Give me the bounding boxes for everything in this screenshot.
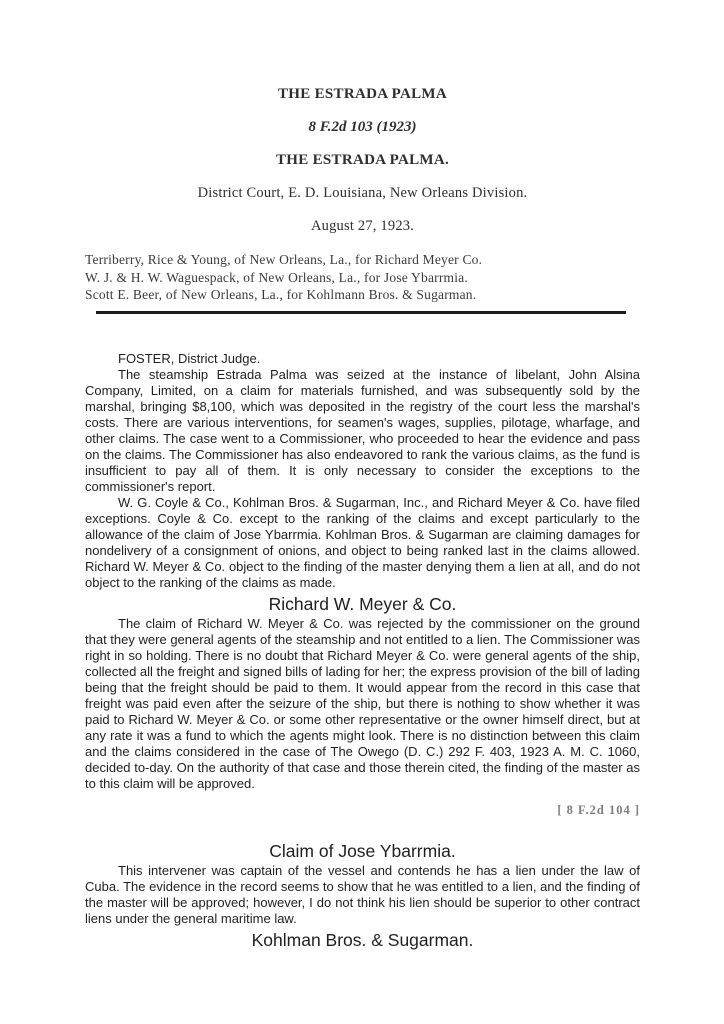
case-name-title: THE ESTRADA PALMA xyxy=(277,86,447,102)
reporter-page-marker: [ 8 F.2d 104 ] xyxy=(557,802,640,817)
case-header xyxy=(85,86,640,234)
counsel-line: Terriberry, Rice & Young, of New Orleans, La., for Richard Meyer Co. xyxy=(85,252,483,267)
section-heading-ybarrmia: Claim of Jose Ybarrmia. xyxy=(269,840,456,861)
opinion-body xyxy=(85,351,640,951)
opinion-paragraph: The claim of Richard W. Meyer & Co. was rejected by the commissioner on the ground that they were general agents of the steamship and not entitled to a lien. The Commissioner was right in so holding. There is no doubt that Richard Meyer & Co. were general agents of the ship, collected all the freight and signed bills of lading for her; the express provision of the bill of lading being that the freight should be paid to them. It would appear from the record in this case that freight was paid even after the seizure of the ship, but there is nothing to show whether it was paid to Richard W. Meyer & Co. or some other representative or the owner himself direct, but at any rate it was a fund to which the agents might look. There is no distinction between this claim and the claims considered in the case of The Owego (D. C.) 292 F. 403, 1923 A. M. C. 1060, decided to-day. On the authority of that case and those therein cited, the finding of the master as to this claim will be approved. xyxy=(85,615,640,791)
case-name-caption: THE ESTRADA PALMA. xyxy=(275,152,450,168)
counsel-line: W. J. & H. W. Waguespack, of New Orleans, La., for Jose Ybarrmia. xyxy=(85,269,468,285)
section-heading-meyer: Richard W. Meyer & Co. xyxy=(268,593,457,614)
section-heading-kohlman: Kohlman Bros. & Sugarman. xyxy=(251,929,474,950)
case-citation: 8 F.2d 103 (1923) xyxy=(308,119,417,135)
opinion-paragraph: W. G. Coyle & Co., Kohlman Bros. & Sugarman, Inc., and Richard Meyer & Co. have filed exceptions. Coyle & Co. except to the ranking of the claims and except particularly to the allowance of the claim of Jose Ybarrmia. Kohlman Bros. & Sugarman are claiming damages for nondelivery of a consignment of onions, and object to being ranked last in the claims allowed. Richard W. Meyer & Co. object to the finding of the master denying them a lien at all, and do not object to the ranking of the claims as made. xyxy=(85,494,640,590)
decision-date: August 27, 1923. xyxy=(310,218,415,234)
opinion-paragraph: The steamship Estrada Palma was seized at the instance of libelant, John Alsina Company, Limited, on a claim for materials furnished, and was subsequently sold by the marshal, bringing $8,100, which was deposited in the registry of the court less the marshal's costs. There are various interventions, for seamen's wages, supplies, pilotage, wharfage, and other claims. The case went to a Commissioner, who proceeded to hear the evidence and pass on the claims. The Commissioner has also endeavored to rank the various claims, as the fund is insufficient to pay all of them. It is only necessary to consider the exceptions to the commissioner's report. xyxy=(85,366,640,494)
opinion-paragraph: This intervener was captain of the vessel and contends he has a lien under the law of Cuba. The evidence in the record seems to show that he was entitled to a lien, and the finding of the master will be approved; however, I do not think his lien should be superior to other contract liens under the general maritime law. xyxy=(85,862,640,926)
judge-line: FOSTER, District Judge. xyxy=(118,350,261,366)
counsel-line: Scott E. Beer, of New Orleans, La., for Kohlmann Bros. & Sugarman. xyxy=(85,287,477,302)
court-line: District Court, E. D. Louisiana, New Orleans Division. xyxy=(197,185,528,201)
section-divider xyxy=(96,311,626,314)
counsel-list xyxy=(85,251,640,304)
